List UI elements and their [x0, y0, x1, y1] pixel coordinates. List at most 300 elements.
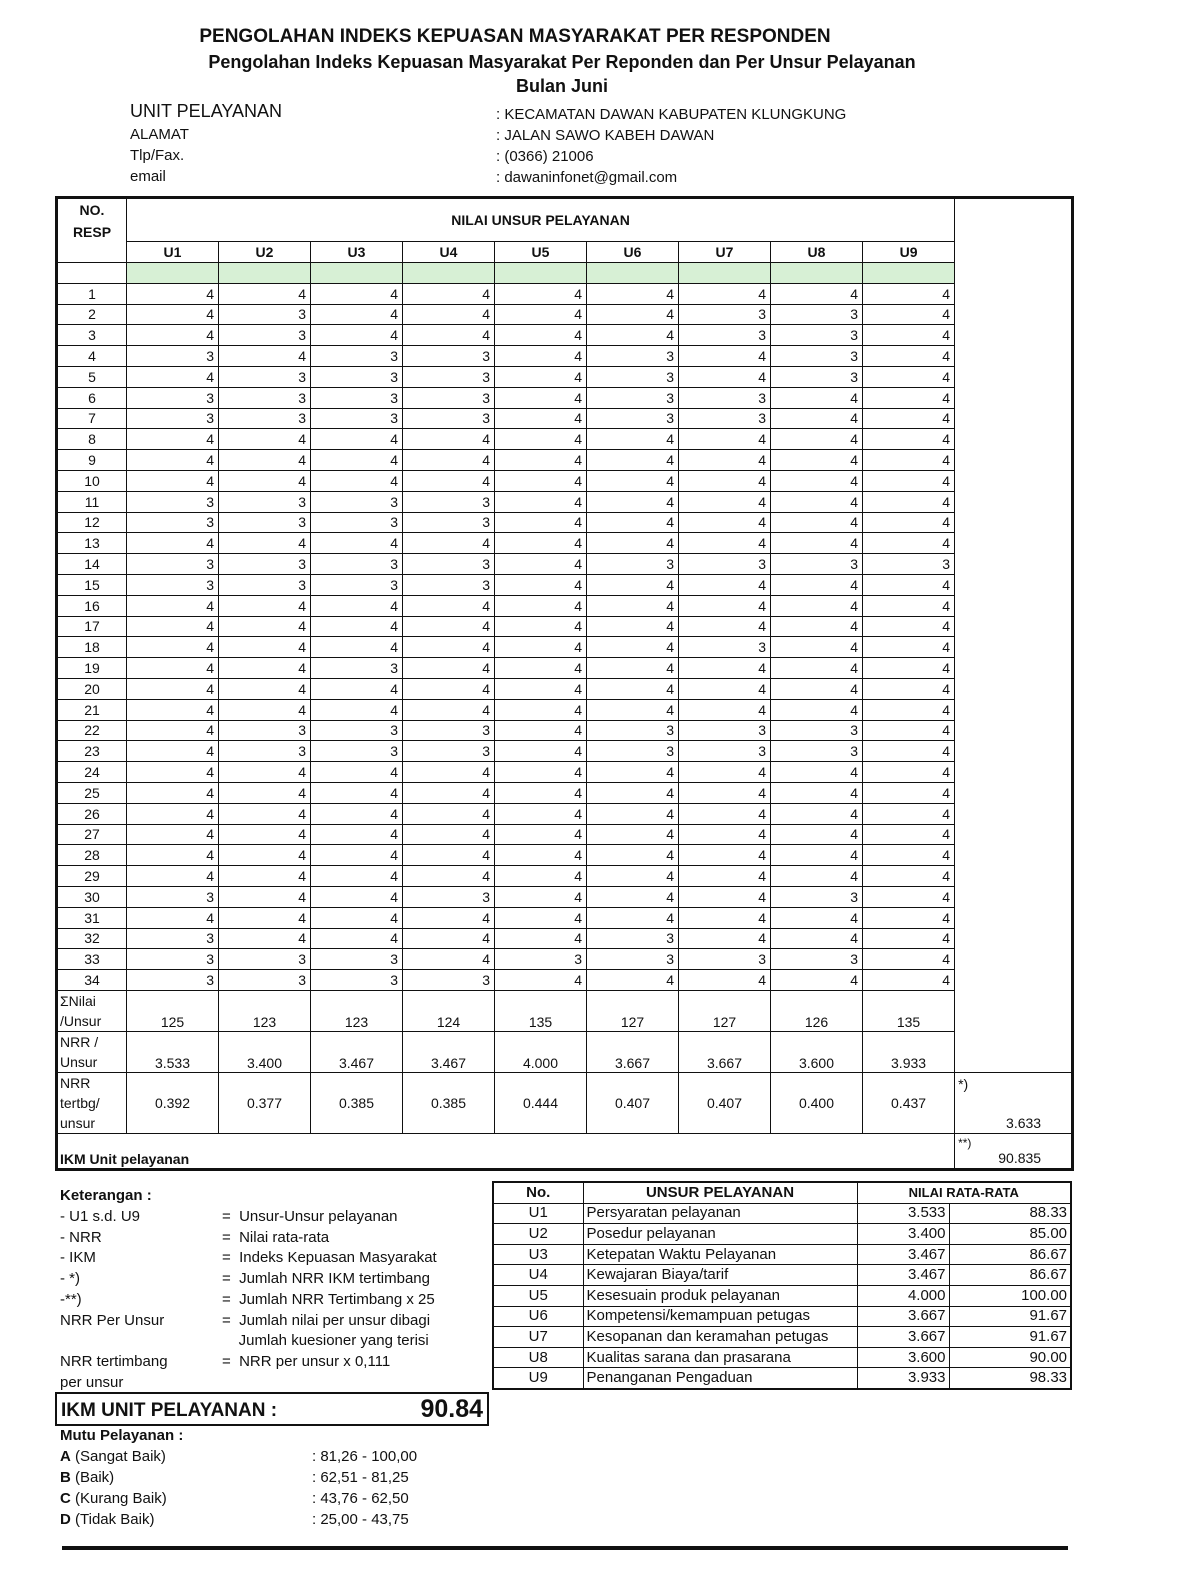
resp-number: 21 — [57, 699, 127, 720]
score-cell: 3 — [311, 574, 403, 595]
score-cell: 4 — [863, 782, 955, 803]
unsur-name: Kualitas sarana dan prasarana — [583, 1347, 857, 1368]
nrr-weighted-row-value: 0.392 — [127, 1072, 219, 1133]
score-cell: 4 — [679, 970, 771, 991]
table-row — [57, 866, 1073, 887]
unsur-nrr: 3.467 — [857, 1244, 949, 1265]
table-row — [57, 616, 1073, 637]
column-headers — [57, 242, 1073, 263]
score-cell: 3 — [311, 366, 403, 387]
score-cell: 4 — [771, 616, 863, 637]
score-cell: 4 — [679, 762, 771, 783]
unsur-head-value: NILAI RATA-RATA — [857, 1182, 1071, 1203]
table-row — [57, 886, 1073, 907]
score-cell: 4 — [127, 637, 219, 658]
keterangan-term: - NRR — [60, 1228, 102, 1246]
score-cell: 3 — [587, 387, 679, 408]
resp-number: 28 — [57, 845, 127, 866]
score-cell: 4 — [495, 803, 587, 824]
keterangan-def: Jumlah kuesioner yang terisi — [222, 1332, 429, 1350]
resp-number: 9 — [57, 450, 127, 471]
score-cell: 4 — [311, 283, 403, 304]
score-cell: 4 — [771, 429, 863, 450]
score-cell: 3 — [771, 741, 863, 762]
resp-number: 33 — [57, 949, 127, 970]
info-label-email: email — [130, 168, 166, 185]
nrr-weighted-row-label-line: unsur — [60, 1114, 96, 1131]
score-cell: 4 — [863, 678, 955, 699]
unsur-score: 86.67 — [949, 1265, 1071, 1286]
nrr-weighted-row-label-line: NRR — [60, 1074, 91, 1091]
score-cell: 4 — [311, 907, 403, 928]
score-cell: 4 — [127, 803, 219, 824]
score-cell: 4 — [863, 720, 955, 741]
resp-number: 2 — [57, 304, 127, 325]
score-cell: 3 — [403, 574, 495, 595]
score-cell: 3 — [771, 325, 863, 346]
score-cell: 4 — [587, 678, 679, 699]
unsur-score: 91.67 — [949, 1306, 1071, 1327]
score-cell: 4 — [311, 470, 403, 491]
ikm-row-total — [955, 1133, 1073, 1169]
score-cell: 4 — [403, 470, 495, 491]
score-cell: 4 — [495, 387, 587, 408]
score-cell: 3 — [587, 741, 679, 762]
nrr-weighted-row-value: 0.377 — [219, 1072, 311, 1133]
resp-number: 5 — [57, 366, 127, 387]
score-cell: 4 — [403, 595, 495, 616]
score-cell: 3 — [587, 554, 679, 575]
table-row — [57, 533, 1073, 554]
score-cell: 4 — [219, 886, 311, 907]
score-cell: 4 — [219, 533, 311, 554]
unsur-code: U1 — [493, 1203, 583, 1224]
score-cell: 4 — [495, 574, 587, 595]
score-cell: 4 — [403, 782, 495, 803]
unsur-table — [492, 1181, 1072, 1390]
score-cell: 4 — [127, 366, 219, 387]
score-cell: 4 — [863, 533, 955, 554]
score-cell: 3 — [219, 387, 311, 408]
resp-number: 26 — [57, 803, 127, 824]
score-cell: 4 — [863, 928, 955, 949]
unsur-nrr: 3.533 — [857, 1203, 949, 1224]
unsur-row — [493, 1306, 1071, 1327]
score-cell: 4 — [127, 450, 219, 471]
score-cell: 3 — [219, 408, 311, 429]
nrr-row-value: 4.000 — [495, 1031, 587, 1072]
score-cell: 4 — [495, 304, 587, 325]
score-cell: 3 — [403, 491, 495, 512]
nrr-row-value: 3.467 — [311, 1031, 403, 1072]
table-row — [57, 450, 1073, 471]
unsur-score: 88.33 — [949, 1203, 1071, 1224]
score-cell: 4 — [863, 574, 955, 595]
head-no-resp — [57, 198, 127, 263]
mutu-grade-a — [60, 1446, 166, 1467]
score-cell: 4 — [587, 782, 679, 803]
table-row — [57, 554, 1073, 575]
table-row — [57, 970, 1073, 991]
green-cell — [771, 262, 863, 283]
score-cell: 4 — [495, 554, 587, 575]
score-cell: 4 — [495, 824, 587, 845]
unsur-code: U9 — [493, 1368, 583, 1389]
mutu-grade-c — [60, 1488, 167, 1509]
unsur-code: U4 — [493, 1265, 583, 1286]
mutu-grade-letter: A — [60, 1448, 71, 1465]
score-cell: 4 — [679, 907, 771, 928]
score-cell: 4 — [863, 803, 955, 824]
score-cell: 4 — [771, 408, 863, 429]
score-cell: 3 — [311, 970, 403, 991]
green-cell — [863, 262, 955, 283]
score-cell: 4 — [771, 803, 863, 824]
table-row — [57, 366, 1073, 387]
score-cell: 4 — [403, 699, 495, 720]
score-cell: 4 — [219, 762, 311, 783]
resp-number: 4 — [57, 346, 127, 367]
unsur-row — [493, 1327, 1071, 1348]
resp-number: 24 — [57, 762, 127, 783]
nrr-row-label-line: Unsur — [60, 1053, 98, 1070]
score-cell: 4 — [587, 907, 679, 928]
score-cell: 4 — [403, 907, 495, 928]
resp-number: 3 — [57, 325, 127, 346]
score-cell: 3 — [587, 408, 679, 429]
score-cell: 3 — [219, 325, 311, 346]
score-cell: 4 — [495, 450, 587, 471]
score-cell: 4 — [679, 574, 771, 595]
score-cell: 4 — [219, 429, 311, 450]
column-header-u1: U1 — [127, 242, 219, 263]
column-header-u3: U3 — [311, 242, 403, 263]
score-cell: 4 — [679, 886, 771, 907]
resp-number: 20 — [57, 678, 127, 699]
score-cell: 4 — [771, 637, 863, 658]
keterangan-term: - *) — [60, 1270, 80, 1288]
score-cell: 4 — [311, 886, 403, 907]
head-no: NO. — [79, 202, 105, 218]
score-cell: 4 — [127, 845, 219, 866]
column-header-u5: U5 — [495, 242, 587, 263]
score-cell: 4 — [127, 866, 219, 887]
keterangan-term: NRR tertimbang — [60, 1352, 168, 1370]
unsur-name: Kompetensi/kemampuan petugas — [583, 1306, 857, 1327]
score-cell: 4 — [587, 699, 679, 720]
score-cell: 4 — [219, 803, 311, 824]
score-cell: 4 — [403, 429, 495, 450]
score-cell: 4 — [679, 803, 771, 824]
keterangan-def: = NRR per unsur x 0,111 — [222, 1352, 391, 1370]
score-cell: 4 — [311, 450, 403, 471]
unsur-head-no: No. — [493, 1182, 583, 1203]
table-row — [57, 824, 1073, 845]
mutu-range: : 81,26 - 100,00 — [312, 1448, 418, 1465]
score-cell: 3 — [495, 949, 587, 970]
score-cell: 4 — [771, 450, 863, 471]
score-cell: 4 — [863, 824, 955, 845]
nrr-row-value: 3.467 — [403, 1031, 495, 1072]
score-cell: 3 — [771, 366, 863, 387]
score-cell: 4 — [679, 429, 771, 450]
score-cell: 4 — [863, 491, 955, 512]
score-cell: 4 — [863, 512, 955, 533]
keterangan-term: - IKM — [60, 1249, 96, 1267]
keterangan-term: NRR Per Unsur — [60, 1311, 165, 1329]
score-cell: 4 — [495, 595, 587, 616]
table-row — [57, 782, 1073, 803]
resp-number: 27 — [57, 824, 127, 845]
score-cell: 4 — [403, 304, 495, 325]
score-cell: 4 — [403, 283, 495, 304]
score-cell: 4 — [495, 658, 587, 679]
head-group: NILAI UNSUR PELAYANAN — [127, 198, 955, 242]
unsur-name: Penanganan Pengaduan — [583, 1368, 857, 1389]
score-cell: 4 — [127, 720, 219, 741]
score-cell: 4 — [311, 616, 403, 637]
score-cell: 4 — [863, 886, 955, 907]
score-cell: 3 — [403, 366, 495, 387]
score-cell: 4 — [587, 845, 679, 866]
score-cell: 4 — [495, 616, 587, 637]
nrr-weighted-row-value: 0.407 — [587, 1072, 679, 1133]
score-cell: 3 — [679, 637, 771, 658]
green-cell — [495, 262, 587, 283]
unsur-name: Kesopanan dan keramahan petugas — [583, 1327, 857, 1348]
score-cell: 3 — [311, 949, 403, 970]
score-cell: 4 — [495, 886, 587, 907]
nrr-weighted-row-label-line: tertbg/ — [60, 1094, 100, 1111]
resp-number: 7 — [57, 408, 127, 429]
score-cell: 4 — [771, 283, 863, 304]
score-cell: 4 — [495, 741, 587, 762]
response-table — [55, 196, 1074, 1171]
table-row — [57, 637, 1073, 658]
unsur-code: U5 — [493, 1285, 583, 1306]
score-cell: 4 — [495, 366, 587, 387]
score-cell: 3 — [403, 408, 495, 429]
score-cell: 4 — [863, 283, 955, 304]
score-cell: 4 — [771, 782, 863, 803]
score-cell: 4 — [403, 637, 495, 658]
score-cell: 4 — [863, 429, 955, 450]
score-cell: 3 — [587, 720, 679, 741]
score-cell: 4 — [127, 741, 219, 762]
unsur-score: 98.33 — [949, 1368, 1071, 1389]
unsur-nrr: 4.000 — [857, 1285, 949, 1306]
table-row — [57, 949, 1073, 970]
keterangan-def: = Nilai rata-rata — [222, 1228, 330, 1246]
score-cell: 4 — [127, 678, 219, 699]
score-cell: 4 — [403, 803, 495, 824]
resp-number: 32 — [57, 928, 127, 949]
score-cell: 4 — [127, 325, 219, 346]
score-cell: 4 — [219, 782, 311, 803]
score-cell: 3 — [219, 491, 311, 512]
keterangan-def: = Unsur-Unsur pelayanan — [222, 1208, 398, 1225]
score-cell: 3 — [127, 346, 219, 367]
score-cell: 4 — [311, 533, 403, 554]
score-cell: 3 — [587, 928, 679, 949]
resp-number: 22 — [57, 720, 127, 741]
score-cell: 3 — [127, 574, 219, 595]
score-cell: 4 — [403, 533, 495, 554]
score-cell: 4 — [403, 824, 495, 845]
unsur-nrr: 3.667 — [857, 1327, 949, 1348]
table-row — [57, 470, 1073, 491]
green-spacer-row — [57, 262, 1073, 283]
nrr-row-value: 3.600 — [771, 1031, 863, 1072]
resp-number: 16 — [57, 595, 127, 616]
sum-row-label-line: ΣNilai — [60, 992, 96, 1009]
table-row — [57, 491, 1073, 512]
mutu-grade-desc: (Sangat Baik) — [70, 1448, 166, 1465]
score-cell: 4 — [587, 658, 679, 679]
score-cell: 4 — [403, 616, 495, 637]
table-row — [57, 346, 1073, 367]
table-row — [57, 803, 1073, 824]
score-cell: 4 — [495, 699, 587, 720]
score-cell: 4 — [311, 762, 403, 783]
score-cell: 4 — [219, 346, 311, 367]
page-subtitle: Pengolahan Indeks Kepuasan Masyarakat Per Reponden dan Per Unsur Pelayanan — [208, 52, 916, 72]
score-cell: 4 — [863, 470, 955, 491]
score-cell: 4 — [311, 678, 403, 699]
score-cell: 4 — [679, 616, 771, 637]
score-cell: 4 — [587, 512, 679, 533]
nrr-row-label — [57, 1031, 127, 1072]
score-cell: 4 — [863, 366, 955, 387]
score-cell: 4 — [587, 637, 679, 658]
green-cell — [311, 262, 403, 283]
table-row — [57, 699, 1073, 720]
unsur-name: Kesesuain produk pelayanan — [583, 1285, 857, 1306]
score-cell: 3 — [311, 512, 403, 533]
score-cell: 3 — [311, 346, 403, 367]
unsur-score: 86.67 — [949, 1244, 1071, 1265]
score-cell: 4 — [495, 408, 587, 429]
score-cell: 4 — [311, 824, 403, 845]
score-cell: 4 — [403, 928, 495, 949]
score-cell: 4 — [863, 387, 955, 408]
table-row — [57, 762, 1073, 783]
unsur-name: Kewajaran Biaya/tarif — [583, 1265, 857, 1286]
info-value-alamat: : JALAN SAWO KABEH DAWAN — [496, 127, 715, 144]
resp-number: 19 — [57, 658, 127, 679]
unsur-row — [493, 1224, 1071, 1245]
score-cell: 4 — [311, 304, 403, 325]
score-cell: 4 — [587, 470, 679, 491]
score-cell: 4 — [127, 595, 219, 616]
score-cell: 3 — [127, 512, 219, 533]
score-cell: 3 — [403, 741, 495, 762]
score-cell: 4 — [311, 782, 403, 803]
unsur-score: 90.00 — [949, 1347, 1071, 1368]
sum-row-value: 127 — [679, 990, 771, 1031]
unsur-code: U3 — [493, 1244, 583, 1265]
score-cell: 4 — [587, 595, 679, 616]
score-cell: 4 — [771, 512, 863, 533]
score-cell: 4 — [495, 762, 587, 783]
score-cell: 4 — [587, 886, 679, 907]
mutu-grade-letter: C — [60, 1490, 71, 1507]
score-cell: 4 — [219, 658, 311, 679]
score-cell: 4 — [679, 845, 771, 866]
nrr-row-value: 3.667 — [587, 1031, 679, 1072]
score-cell: 3 — [311, 741, 403, 762]
table-row — [57, 720, 1073, 741]
score-cell: 4 — [495, 429, 587, 450]
score-cell: 4 — [863, 304, 955, 325]
score-cell: 4 — [679, 283, 771, 304]
score-cell: 4 — [587, 762, 679, 783]
score-cell: 3 — [587, 366, 679, 387]
score-cell: 4 — [127, 699, 219, 720]
score-cell: 4 — [771, 907, 863, 928]
score-cell: 3 — [679, 325, 771, 346]
score-cell: 4 — [679, 533, 771, 554]
mutu-grade-desc: (Kurang Baik) — [70, 1490, 167, 1507]
score-cell: 4 — [863, 325, 955, 346]
mutu-grade-letter: D — [60, 1511, 71, 1528]
table-row — [57, 512, 1073, 533]
info-value-email: : dawaninfonet@gmail.com — [496, 169, 678, 186]
mutu-range: : 43,76 - 62,50 — [312, 1490, 409, 1507]
score-cell: 4 — [219, 928, 311, 949]
blank-col-body — [955, 283, 1073, 1072]
info-value-tlp: : (0366) 21006 — [496, 148, 594, 165]
table-row — [57, 283, 1073, 304]
table-row — [57, 595, 1073, 616]
unsur-row — [493, 1285, 1071, 1306]
score-cell: 4 — [863, 658, 955, 679]
score-cell: 4 — [679, 366, 771, 387]
score-cell: 3 — [771, 886, 863, 907]
score-cell: 4 — [771, 678, 863, 699]
score-cell: 4 — [679, 470, 771, 491]
score-cell: 3 — [403, 346, 495, 367]
score-cell: 4 — [219, 866, 311, 887]
score-cell: 3 — [403, 720, 495, 741]
score-cell: 4 — [863, 408, 955, 429]
table-row — [57, 907, 1073, 928]
score-cell: 4 — [495, 782, 587, 803]
sum-row-value: 126 — [771, 990, 863, 1031]
ikm-row — [57, 1133, 1073, 1169]
score-cell: 4 — [403, 949, 495, 970]
score-cell: 3 — [127, 928, 219, 949]
score-cell: 4 — [863, 845, 955, 866]
score-cell: 3 — [311, 658, 403, 679]
score-cell: 3 — [127, 554, 219, 575]
score-cell: 4 — [495, 678, 587, 699]
score-cell: 4 — [771, 658, 863, 679]
score-cell: 4 — [863, 637, 955, 658]
resp-number: 23 — [57, 741, 127, 762]
mutu-range: : 62,51 - 81,25 — [312, 1469, 409, 1486]
nrr-weighted-row-label — [57, 1072, 127, 1133]
score-cell: 4 — [771, 387, 863, 408]
resp-number: 29 — [57, 866, 127, 887]
score-cell: 4 — [311, 325, 403, 346]
score-cell: 4 — [587, 574, 679, 595]
unsur-nrr: 3.933 — [857, 1368, 949, 1389]
score-cell: 4 — [863, 450, 955, 471]
table-row — [57, 658, 1073, 679]
ikm-row-label: IKM Unit pelayanan — [57, 1133, 955, 1169]
score-cell: 4 — [127, 429, 219, 450]
